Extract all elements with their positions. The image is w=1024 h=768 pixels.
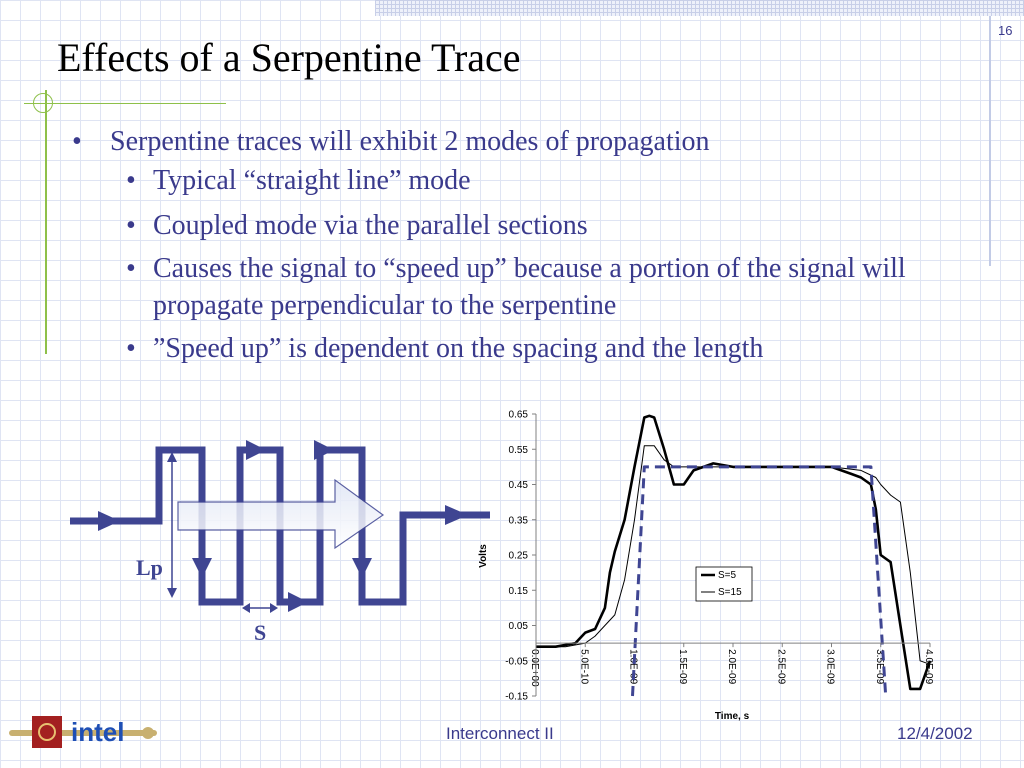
chart-x-tick-label: 3.5E-09 [873, 649, 885, 685]
output-arrowhead [445, 505, 468, 525]
sub-bullet-item: • Causes the signal to “speed up” because a portion of the signal will propagate perpendicular to the serpentine [70, 250, 913, 324]
slide-title: Effects of a Serpentine Trace [57, 35, 521, 80]
chart-x-tick-label: 0.0E+00 [529, 649, 540, 687]
bullet-item: • Serpentine traces will exhibit 2 modes of propagation [70, 123, 950, 160]
decorative-circle [33, 93, 53, 113]
down-arrowhead-1 [192, 558, 212, 578]
s-label: S [254, 620, 267, 645]
top-arrowhead-2 [314, 440, 334, 460]
bullet-list [70, 123, 950, 375]
decorative-horizontal-line [24, 103, 226, 104]
sub-bullet-item: • Coupled mode via the parallel sections [70, 207, 950, 244]
top-decorative-band [375, 0, 1024, 16]
chart-series-s5-line [536, 416, 930, 689]
logo-text: intel [71, 717, 125, 747]
legend-entry-s15: S=15 [718, 587, 742, 598]
bottom-arrowhead [288, 592, 308, 612]
chart-y-tick-label: 0.45 [508, 480, 528, 491]
chart-x-tick-label: 2.0E-09 [726, 649, 737, 685]
chart-y-tick-label: 0.55 [508, 444, 528, 456]
lp-arrow-bottom [167, 588, 177, 598]
logo-graphic [8, 713, 158, 753]
chart-y-tick-label: 0.05 [508, 621, 528, 632]
chart-y-tick-label: 0.15 [508, 585, 528, 597]
intel-logo [8, 713, 158, 753]
input-arrowhead [98, 511, 120, 531]
chart-x-tick-label: 1.5E-09 [676, 649, 688, 685]
chart-y-tick-label: 0.65 [508, 409, 528, 421]
chart-x-tick-label: 3.0E-09 [824, 649, 836, 685]
sub-bullet-item: • Typical “straight line” mode [70, 162, 950, 199]
chart-x-tick-label: 2.5E-09 [775, 649, 787, 685]
lp-label: Lp [136, 555, 163, 580]
chart-x-axis-label: Time, s [714, 711, 750, 722]
top-arrowhead-1 [246, 440, 266, 460]
footer-title: Interconnect II [446, 724, 554, 743]
voltage-time-chart [470, 400, 950, 725]
decorative-right-line [989, 16, 991, 266]
chart-x-tick-label: 5.0E-10 [578, 649, 590, 685]
chart-legend [696, 567, 752, 601]
chart-series-ideal-dashed-line [633, 467, 886, 696]
chart-x-tick-label: 4.0E-09 [923, 649, 934, 685]
chart-y-axis-label: Volts [478, 544, 489, 568]
chart-y-tick-label: 0.35 [508, 515, 528, 527]
decorative-vertical-line [45, 90, 47, 354]
legend-entry-s5: S=5 [718, 570, 737, 581]
chart-y-tick-label: 0.25 [508, 550, 528, 562]
serpentine-diagram [60, 430, 500, 650]
slide-number: 16 [998, 23, 1013, 38]
footer-date: 12/4/2002 [897, 724, 973, 743]
down-arrowhead-2 [352, 558, 372, 578]
sub-bullet-item: • ”Speed up” is dependent on the spacing and the length [70, 330, 950, 367]
chart-y-tick-label: -0.15 [505, 691, 528, 703]
chart-y-tick-label: -0.05 [505, 656, 528, 668]
chart-x-tick-label: 1.0E-09 [627, 649, 639, 685]
